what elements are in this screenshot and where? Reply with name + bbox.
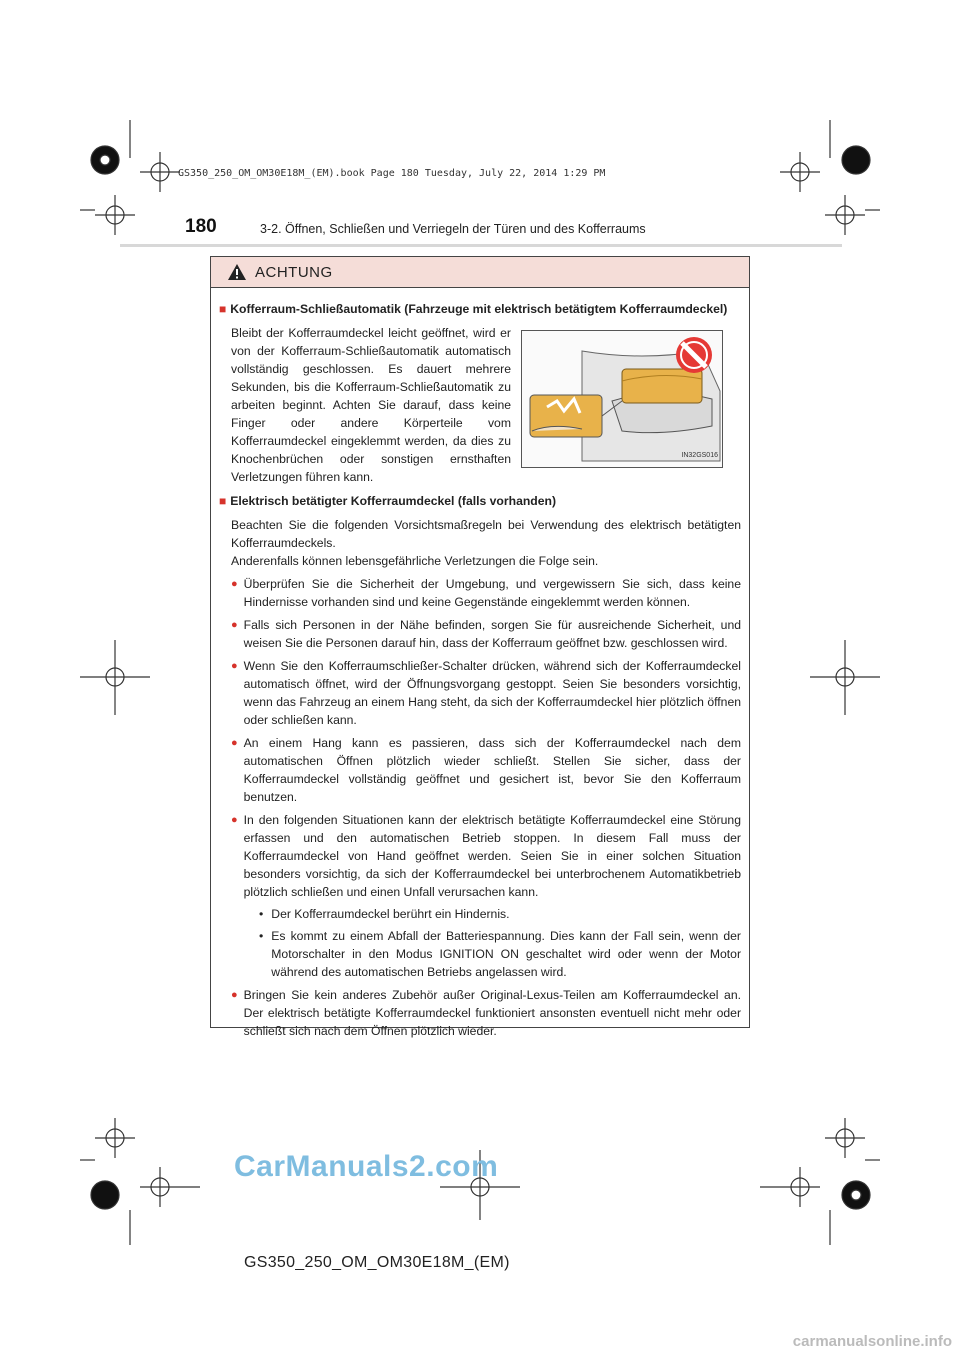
section-heading	[219, 492, 741, 510]
watermark-carmanuals2: CarManuals2.com	[234, 1150, 499, 1183]
section-title: 3-2. Öffnen, Schließen und Verriegeln der Türen und des Kofferraums	[260, 222, 646, 236]
footer-code: GS350_250_OM_OM30E18M_(EM)	[244, 1254, 510, 1271]
list-item-text: Überprüfen Sie die Sicherheit der Umgebung, und vergewissern Sie sich, dass keine Hindernisse vorhanden sind und keine Gegenstände eingeklemmt werden können.	[243, 577, 741, 609]
sub-list-item	[259, 905, 741, 923]
crosshair-icon	[80, 640, 150, 715]
sunburst-mark-icon	[91, 1181, 119, 1209]
section2-heading: Elektrisch betätigter Kofferraumdeckel (falls vorhanden)	[230, 494, 557, 508]
warning-header	[211, 257, 749, 288]
circle-bullet-icon: ●	[231, 814, 238, 826]
list-item	[231, 811, 741, 901]
crosshair-icon	[810, 640, 880, 715]
watermark-carmanualsonline: carmanualsonline.info	[792, 1333, 952, 1350]
crosshair-icon	[95, 1118, 135, 1158]
warning-triangle-icon	[227, 263, 247, 281]
sub-list-item-text: Der Kofferraumdeckel berührt ein Hindernis.	[271, 907, 510, 921]
crosshair-icon	[140, 152, 180, 192]
sunburst-mark-icon	[842, 1181, 870, 1209]
list-item	[231, 986, 741, 1040]
warning-title: ACHTUNG	[255, 263, 333, 281]
trunk-pinch-illustration	[521, 330, 723, 468]
square-bullet-icon: ■	[219, 494, 227, 508]
section1-text: Bleibt der Kofferraumdeckel leicht geöffnet, wird er von der Kofferraum-Schließautomatik automatisch vollständig geschlossen. Es dauert mehrere Sekunden, bis die Kofferraum-Schließautomatik zu arbeiten beginnt. Achten Sie darauf, dass keine Finger oder andere Körperteile vom Kofferraumdeckel eingeklemmt werden, da dies zu Knochenbrüchen oder sonstigen ernsthaften Verletzungen führen kann.	[231, 326, 511, 484]
circle-bullet-icon: ●	[231, 660, 238, 672]
circle-bullet-icon: ●	[231, 737, 238, 749]
section2-intro: Beachten Sie die folgenden Vorsichtsmaßregeln bei Verwendung des elektrisch betätigten Kofferraumdeckels.	[231, 518, 741, 550]
header-rule	[120, 244, 842, 247]
list-item-text: Wenn Sie den Kofferraumschließer-Schalter drücken, während sich der Kofferraumdeckel automatisch öffnet, wird der Öffnungsvorgang gestoppt. Seien Sie besonders vorsichtig, wenn das Fahrzeug an einem Hang steht, da sich der Kofferraumdeckel hier plötzlich öffnen oder schließen kann.	[243, 659, 741, 727]
list-item	[231, 575, 741, 611]
list-item	[231, 734, 741, 806]
warning-body	[211, 288, 749, 1040]
sunburst-mark-icon	[842, 146, 870, 174]
sunburst-mark-icon	[91, 146, 119, 174]
warning-box	[210, 256, 750, 1038]
section2-intro: Anderenfalls können lebensgefährliche Verletzungen die Folge sein.	[231, 554, 599, 568]
section1-content	[231, 324, 741, 486]
page-number: 180	[185, 216, 217, 237]
circle-bullet-icon: ●	[231, 578, 238, 590]
crosshair-icon	[140, 1167, 200, 1207]
sub-list-item	[259, 927, 741, 981]
list-item-text: In den folgenden Situationen kann der elektrisch betätigte Kofferraumdeckel eine Störung erfassen und den automatischen Betrieb stoppen. In diesem Fall muss der Kofferraumdeckel von Hand geöffnet werden. Seien Sie in einer solchen Situation besonders vorsichtig, da sich der Kofferraumdeckel bei unterbrochenem Automatikbetrieb plötzlich schließen und einen Unfall verursachen kann.	[243, 813, 741, 899]
sub-list-item-text: Es kommt zu einem Abfall der Batteriespannung. Dies kann der Fall sein, wenn der Motorschalter in den Modus IGNITION ON geschaltet wird oder wenn der Motor während des automatischen Betriebs angelassen wird.	[271, 929, 741, 979]
figure-code: IN32GS016	[681, 452, 718, 459]
list-item-text: Bringen Sie kein anderes Zubehör außer Original-Lexus-Teilen am Kofferraumdeckel an. Der elektrisch betätigte Kofferraumdeckel funktioniert ansonsten eventuell nicht mehr oder schließt sich nach dem Öffnen plötzlich wieder.	[243, 988, 741, 1038]
crosshair-icon	[780, 152, 820, 192]
section-heading	[219, 300, 741, 318]
circle-bullet-icon: ●	[231, 989, 238, 1001]
list-item	[231, 616, 741, 652]
small-bullet-icon: •	[259, 907, 264, 921]
crosshair-icon	[825, 195, 865, 235]
book-stamp: GS350_250_OM_OM30E18M_(EM).book Page 180 Tuesday, July 22, 2014 1:29 PM	[178, 168, 606, 179]
small-bullet-icon: •	[259, 929, 264, 943]
crosshair-icon	[825, 1118, 865, 1158]
list-item	[231, 657, 741, 729]
section1-heading: Kofferraum-Schließautomatik (Fahrzeuge mit elektrisch betätigtem Kofferraumdeckel)	[230, 302, 728, 316]
square-bullet-icon: ■	[219, 302, 227, 316]
list-item-text: An einem Hang kann es passieren, dass sich der Kofferraumdeckel nach dem automatischen Öffnen plötzlich wieder schließt. Stellen Sie sicher, dass der Kofferraumdeckel vollständig geöffnet und gesichert ist, bevor Sie den Kofferraum benutzen.	[243, 736, 741, 804]
crosshair-icon	[95, 195, 135, 235]
list-item-text: Falls sich Personen in der Nähe befinden, sorgen Sie für ausreichende Sicherheit, und weisen Sie die Personen darauf hin, dass der Kofferraum geöffnet bzw. geschlossen wird.	[243, 618, 741, 650]
crosshair-icon	[760, 1167, 820, 1207]
circle-bullet-icon: ●	[231, 619, 238, 631]
